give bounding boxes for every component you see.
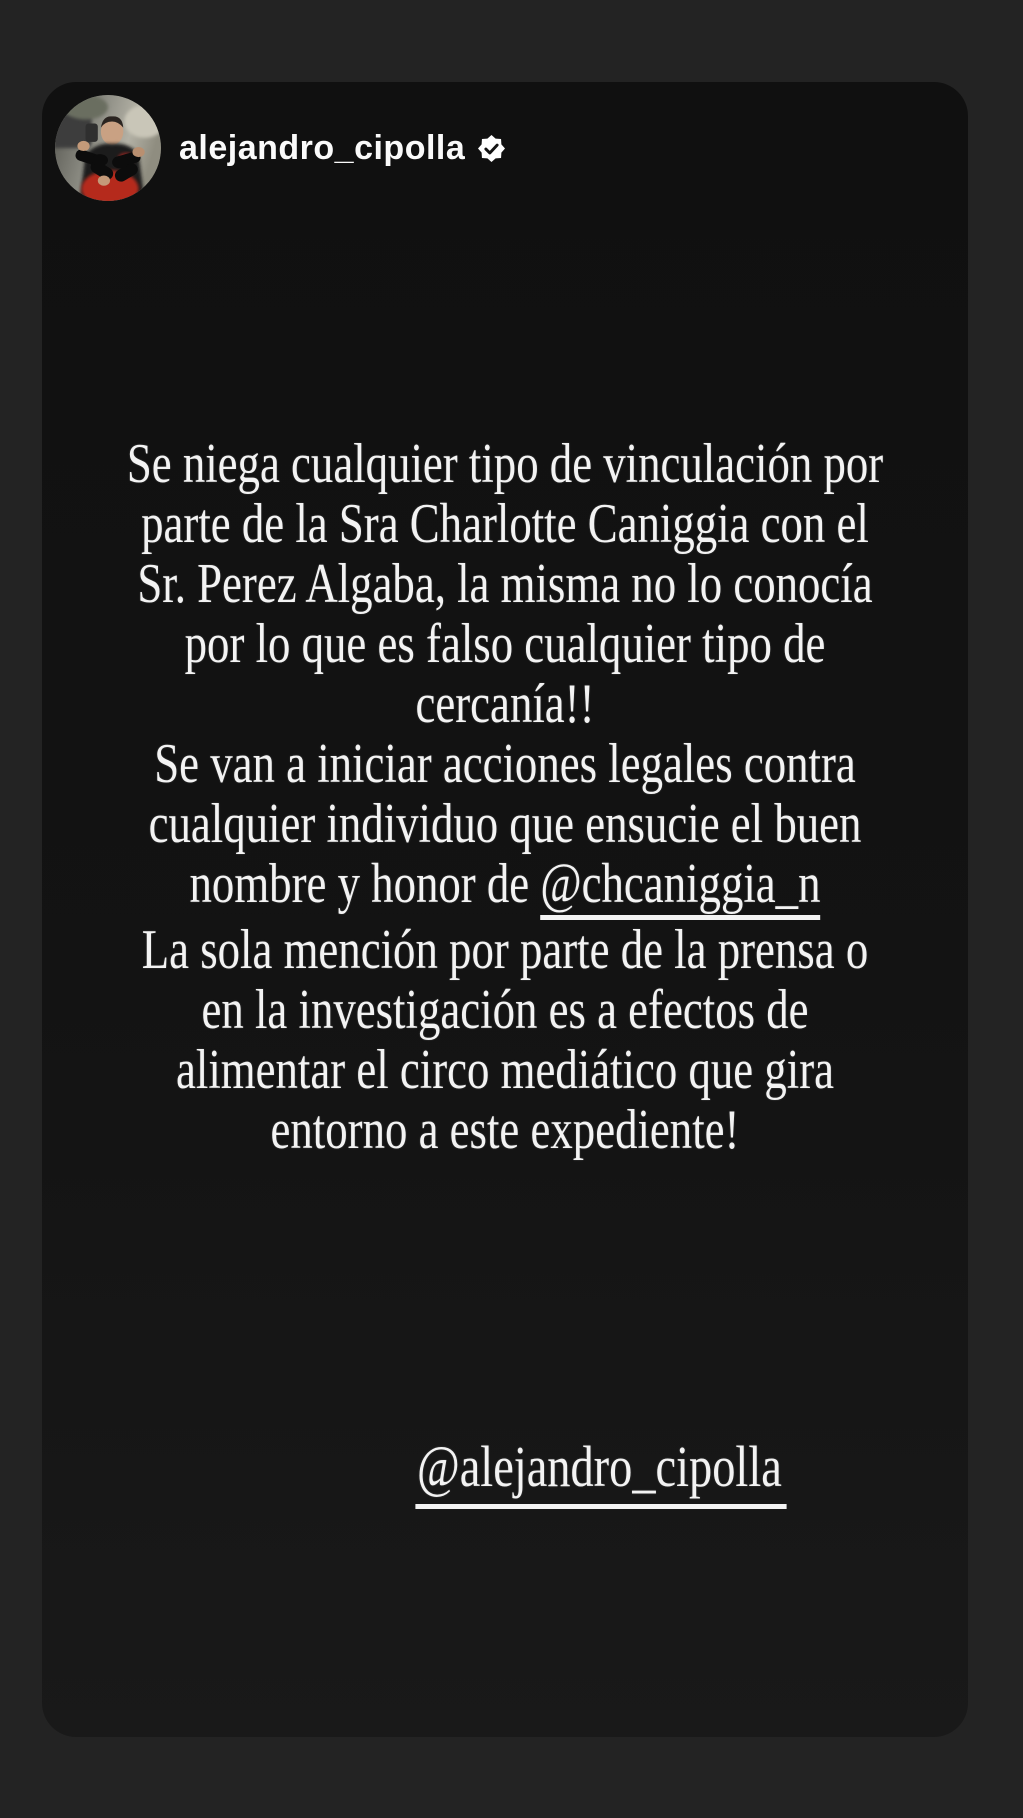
story-card[interactable] <box>42 82 968 1737</box>
story-text-line: cualquier individuo que ensucie el buen <box>148 793 862 855</box>
story-text-line: por lo que es falso cualquier tipo de <box>184 613 826 675</box>
story-text-line: en la investigación es a efectos de <box>201 979 809 1041</box>
mention-alejandro-cipolla-link[interactable]: @alejandro_cipolla <box>415 1434 786 1509</box>
mention-line-prefix: nombre y honor de <box>189 853 541 915</box>
username[interactable]: alejandro_cipolla <box>179 129 466 167</box>
verified-badge-icon <box>478 135 505 162</box>
story-text-line: parte de la Sra Charlotte Caniggia con el <box>141 493 869 555</box>
mention-chcaniggia-link[interactable]: @chcaniggia_n <box>540 854 820 920</box>
story-text-line: Se van a iniciar acciones legales contra <box>154 733 856 795</box>
story-text-line-with-mention <box>42 854 968 920</box>
story-text-line: La sola mención por parte de la prensa o <box>141 919 869 981</box>
story-text <box>42 434 968 1160</box>
signature-row <box>42 1434 968 1509</box>
press-interview-avatar-image <box>55 95 161 201</box>
story-text-line: alimentar el circo mediático que gira <box>176 1039 835 1101</box>
avatar[interactable] <box>55 95 161 201</box>
story-text-line: Sr. Perez Algaba, la misma no lo conocía <box>137 553 873 615</box>
story-text-line: entorno a este expediente! <box>270 1099 740 1161</box>
story-text-line: cercanía!! <box>415 673 595 735</box>
story-header <box>55 95 505 201</box>
story-text-line: Se niega cualquier tipo de vinculación por <box>126 433 884 495</box>
